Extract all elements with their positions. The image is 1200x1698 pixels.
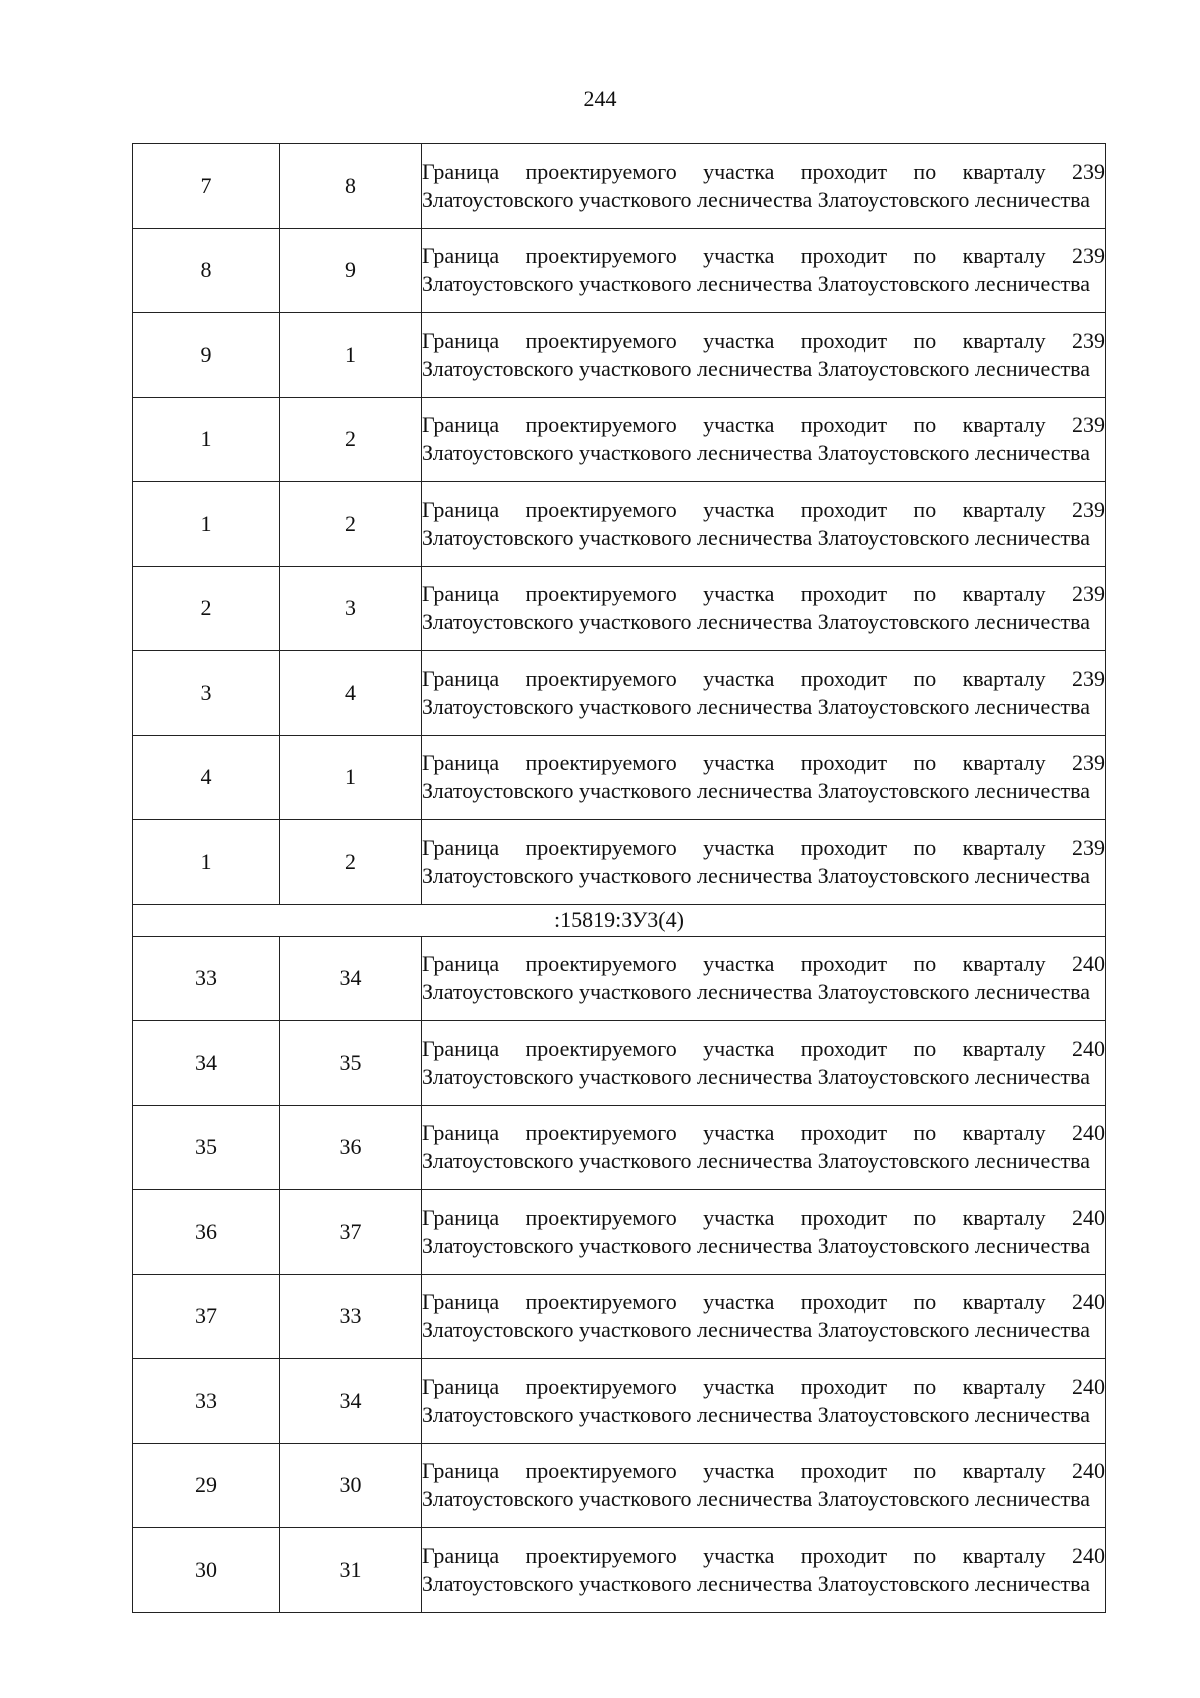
boundary-description-cell: Граница проектируемого участка проходит по кварталу 240 Златоустовского участкового лесничества Златоустовского лесничества — [422, 1274, 1106, 1359]
from-point-cell: 7 — [133, 144, 280, 229]
to-point-cell: 2 — [280, 820, 422, 905]
boundary-description-cell: Граница проектируемого участка проходит по кварталу 239 Златоустовского участкового лесничества Златоустовского лесничества — [422, 566, 1106, 651]
to-point-cell: 34 — [280, 936, 422, 1021]
table-row — [133, 1021, 1106, 1106]
table-row — [133, 482, 1106, 567]
boundary-description-cell: Граница проектируемого участка проходит по кварталу 239 Златоустовского участкового лесничества Златоустовского лесничества — [422, 735, 1106, 820]
boundary-description-cell: Граница проектируемого участка проходит по кварталу 239 Златоустовского участкового лесничества Златоустовского лесничества — [422, 651, 1106, 736]
section-header-row — [133, 904, 1106, 936]
to-point-cell: 36 — [280, 1105, 422, 1190]
to-point-cell: 30 — [280, 1443, 422, 1528]
table-row — [133, 1528, 1106, 1613]
from-point-cell: 33 — [133, 1359, 280, 1444]
to-point-cell: 35 — [280, 1021, 422, 1106]
page-number: 244 — [583, 86, 617, 111]
table-row — [133, 144, 1106, 229]
from-point-cell: 35 — [133, 1105, 280, 1190]
from-point-cell: 34 — [133, 1021, 280, 1106]
to-point-cell: 34 — [280, 1359, 422, 1444]
to-point-cell: 37 — [280, 1190, 422, 1275]
table-row — [133, 397, 1106, 482]
boundary-description-cell: Граница проектируемого участка проходит по кварталу 239 Златоустовского участкового лесничества Златоустовского лесничества — [422, 482, 1106, 567]
boundary-description-cell: Граница проектируемого участка проходит по кварталу 240 Златоустовского участкового лесничества Златоустовского лесничества — [422, 1443, 1106, 1528]
to-point-cell: 9 — [280, 228, 422, 313]
boundary-description-cell: Граница проектируемого участка проходит по кварталу 239 Златоустовского участкового лесничества Златоустовского лесничества — [422, 397, 1106, 482]
boundary-description-cell: Граница проектируемого участка проходит по кварталу 240 Златоустовского участкового лесничества Златоустовского лесничества — [422, 1021, 1106, 1106]
table-row — [133, 1274, 1106, 1359]
to-point-cell: 4 — [280, 651, 422, 736]
table-row — [133, 566, 1106, 651]
table-row — [133, 1359, 1106, 1444]
from-point-cell: 37 — [133, 1274, 280, 1359]
table-row — [133, 936, 1106, 1021]
table-row — [133, 1105, 1106, 1190]
to-point-cell: 8 — [280, 144, 422, 229]
table-row — [133, 820, 1106, 905]
to-point-cell: 1 — [280, 313, 422, 398]
from-point-cell: 8 — [133, 228, 280, 313]
table-row — [133, 313, 1106, 398]
from-point-cell: 30 — [133, 1528, 280, 1613]
from-point-cell: 2 — [133, 566, 280, 651]
boundary-description-cell: Граница проектируемого участка проходит по кварталу 240 Златоустовского участкового лесничества Златоустовского лесничества — [422, 1190, 1106, 1275]
to-point-cell: 2 — [280, 482, 422, 567]
boundary-description-cell: Граница проектируемого участка проходит по кварталу 240 Златоустовского участкового лесничества Златоустовского лесничества — [422, 1359, 1106, 1444]
from-point-cell: 33 — [133, 936, 280, 1021]
from-point-cell: 1 — [133, 482, 280, 567]
section-label: :15819:ЗУ3(4) — [133, 904, 1106, 936]
from-point-cell: 1 — [133, 820, 280, 905]
to-point-cell: 1 — [280, 735, 422, 820]
from-point-cell: 3 — [133, 651, 280, 736]
table-row — [133, 1443, 1106, 1528]
to-point-cell: 2 — [280, 397, 422, 482]
from-point-cell: 36 — [133, 1190, 280, 1275]
from-point-cell: 9 — [133, 313, 280, 398]
boundary-table — [132, 143, 1106, 1613]
table-row — [133, 651, 1106, 736]
from-point-cell: 4 — [133, 735, 280, 820]
table-row — [133, 228, 1106, 313]
to-point-cell: 31 — [280, 1528, 422, 1613]
from-point-cell: 29 — [133, 1443, 280, 1528]
boundary-description-cell: Граница проектируемого участка проходит по кварталу 239 Златоустовского участкового лесничества Златоустовского лесничества — [422, 228, 1106, 313]
to-point-cell: 33 — [280, 1274, 422, 1359]
boundary-description-cell: Граница проектируемого участка проходит по кварталу 239 Златоустовского участкового лесничества Златоустовского лесничества — [422, 820, 1106, 905]
table-row — [133, 735, 1106, 820]
table-body — [133, 144, 1106, 1613]
table-row — [133, 1190, 1106, 1275]
boundary-description-cell: Граница проектируемого участка проходит по кварталу 240 Златоустовского участкового лесничества Златоустовского лесничества — [422, 1528, 1106, 1613]
from-point-cell: 1 — [133, 397, 280, 482]
boundary-description-cell: Граница проектируемого участка проходит по кварталу 240 Златоустовского участкового лесничества Златоустовского лесничества — [422, 936, 1106, 1021]
to-point-cell: 3 — [280, 566, 422, 651]
boundary-description-cell: Граница проектируемого участка проходит по кварталу 239 Златоустовского участкового лесничества Златоустовского лесничества — [422, 144, 1106, 229]
boundary-description-cell: Граница проектируемого участка проходит по кварталу 239 Златоустовского участкового лесничества Златоустовского лесничества — [422, 313, 1106, 398]
boundary-description-cell: Граница проектируемого участка проходит по кварталу 240 Златоустовского участкового лесничества Златоустовского лесничества — [422, 1105, 1106, 1190]
